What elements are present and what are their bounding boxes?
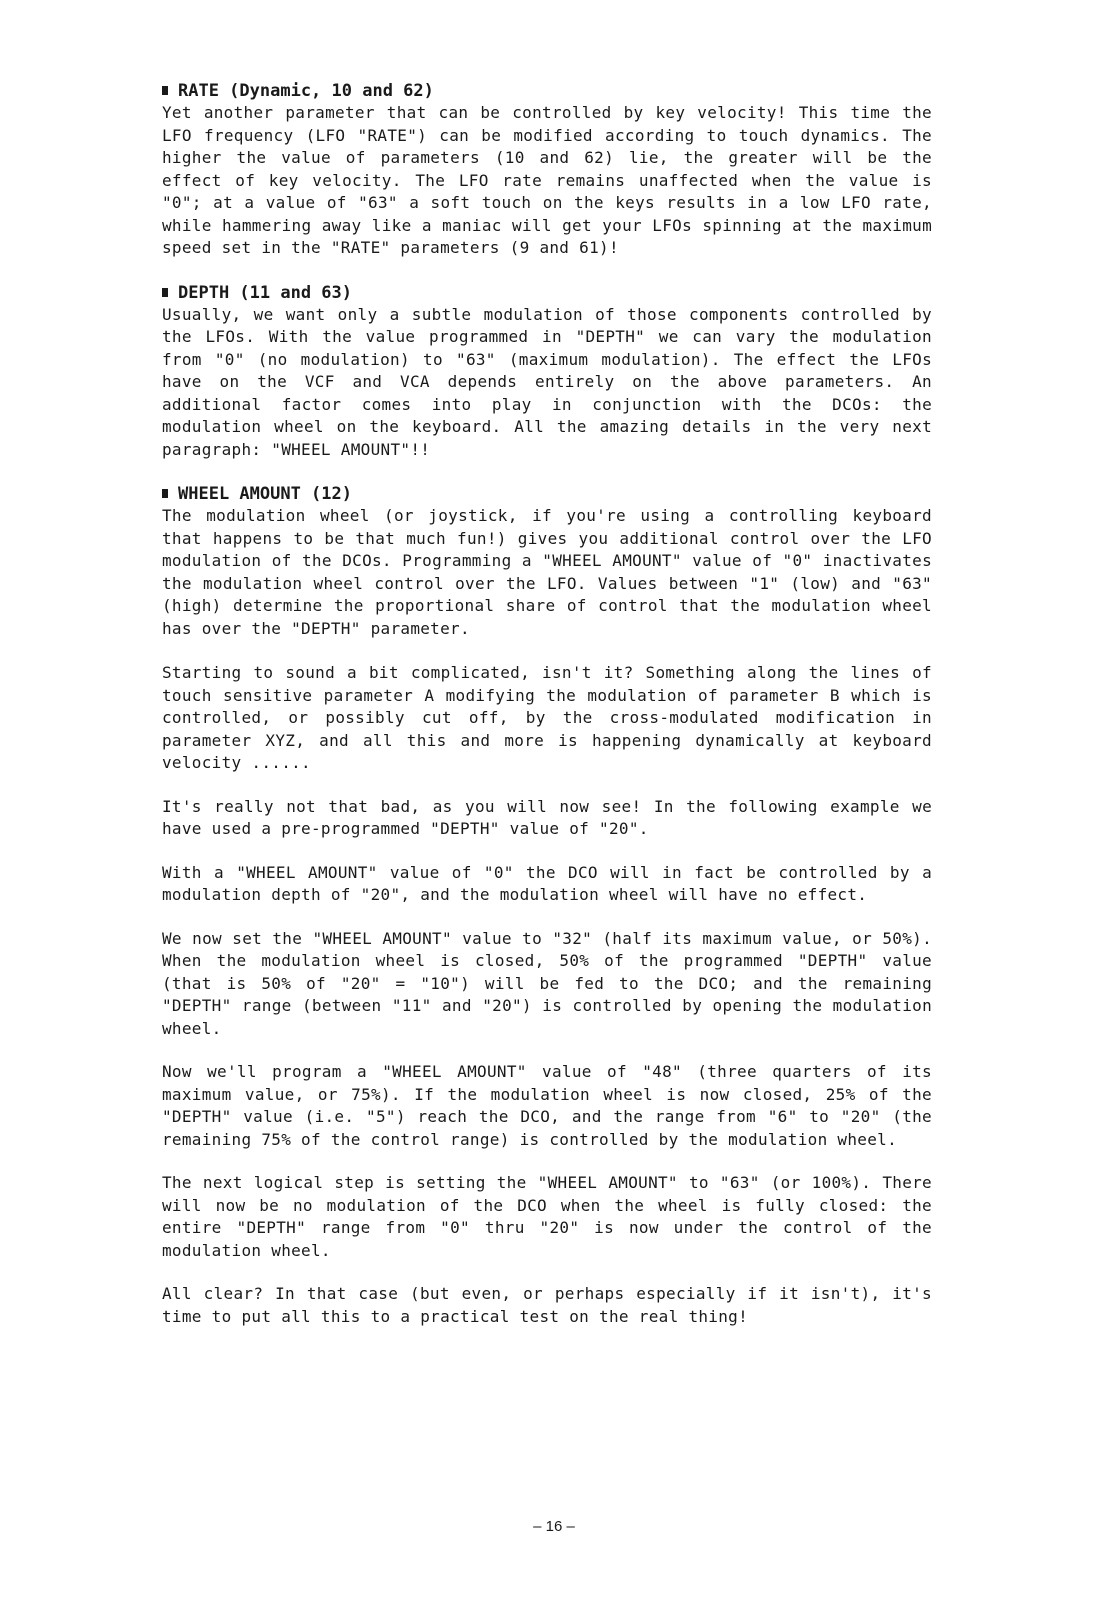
paragraph: Starting to sound a bit complicated, isn't it? Something along the lines of touch sensitive parameter A modifying the modulation of parameter B which is controlled, or possibly cut off, by the cross-modulated modification in parameter XYZ, and all this and more is happening dynamically at keyboard velocity ...... <box>162 663 932 772</box>
section-depth <box>162 282 932 462</box>
paragraph: The next logical step is setting the "WHEEL AMOUNT" to "63" (or 100%). There will now be no modulation of the DCO when the wheel is fully closed: the entire "DEPTH" range from "0" thru "20" is now under the control of the modulation wheel. <box>162 1173 932 1260</box>
bullet-icon <box>162 288 168 297</box>
section-body-rate: Yet another parameter that can be controlled by key velocity! This time the LFO frequency (LFO "RATE") can be modified according to touch dynamics. The higher the value of parameters (10 and 62) lie, the greater will be the effect of key velocity. The LFO rate remains unaffected when the value is "0"; at a value of "63" a soft touch on the keys results in a low LFO rate, while hammering away like a maniac will get your LFOs spinning at the maximum speed set in the "RATE" parameters (9 and 61)! <box>162 103 932 257</box>
section-heading-text: WHEEL AMOUNT (12) <box>178 484 352 504</box>
paragraph: Now we'll program a "WHEEL AMOUNT" value of "48" (three quarters of its maximum value, or 75%). If the modulation wheel is now closed, 25% of the "DEPTH" value (i.e. "5") reach the DCO, and the range from "6" to "20" (the remaining 75% of the control range) is controlled by the modulation wheel. <box>162 1062 932 1149</box>
paragraph: We now set the "WHEEL AMOUNT" value to "32" (half its maximum value, or 50%). When the modulation wheel is closed, 50% of the programmed "DEPTH" value (that is 50% of "20" = "10") will be fed to the DCO; and the remaining "DEPTH" range (between "11" and "20") is controlled by opening the modulation wheel. <box>162 928 932 1038</box>
bullet-icon <box>162 489 168 498</box>
section-body-depth: Usually, we want only a subtle modulation of those components controlled by the LFOs. With the value programmed in "DEPTH" we can vary the modulation from "0" (no modulation) to "63" (maximum modulation). The effect the LFOs have on the VCF and VCA depends entirely on the above parameters. An additional factor comes into play in conjunction with the DCOs: the modulation wheel on the keyboard. All the amazing details in the very next paragraph: "WHEEL AMOUNT"!! <box>162 304 932 459</box>
section-heading-wheel-amount <box>162 483 932 505</box>
page-number: – 16 – <box>533 1518 575 1535</box>
section-rate <box>162 80 932 260</box>
section-wheel-amount <box>162 483 932 640</box>
section-heading-rate <box>162 80 932 102</box>
paragraph: All clear? In that case (but even, or perhaps especially if it isn't), it's time to put all this to a practical test on the real thing! <box>162 1284 932 1326</box>
paragraph: It's really not that bad, as you will now see! In the following example we have used a pre-programmed "DEPTH" value of "20". <box>162 796 932 838</box>
section-heading-depth <box>162 282 932 304</box>
document-page <box>162 80 932 1349</box>
section-body-wheel-amount: The modulation wheel (or joystick, if you're using a controlling keyboard that happens to be that much fun!) gives you additional control over the LFO modulation of the DCOs. Programming a "WHEEL AMOUNT" value of "0" inactivates the modulation wheel control over the LFO. Values between "1" (low) and "63" (high) determine the proportional share of control that the modulation wheel has over the "DEPTH" parameter. <box>162 506 932 638</box>
bullet-icon <box>162 86 168 95</box>
section-heading-text: RATE (Dynamic, 10 and 62) <box>178 81 434 101</box>
section-heading-text: DEPTH (11 and 63) <box>178 282 352 303</box>
paragraph: With a "WHEEL AMOUNT" value of "0" the DCO will in fact be controlled by a modulation depth of "20", and the modulation wheel will have no effect. <box>162 862 932 904</box>
